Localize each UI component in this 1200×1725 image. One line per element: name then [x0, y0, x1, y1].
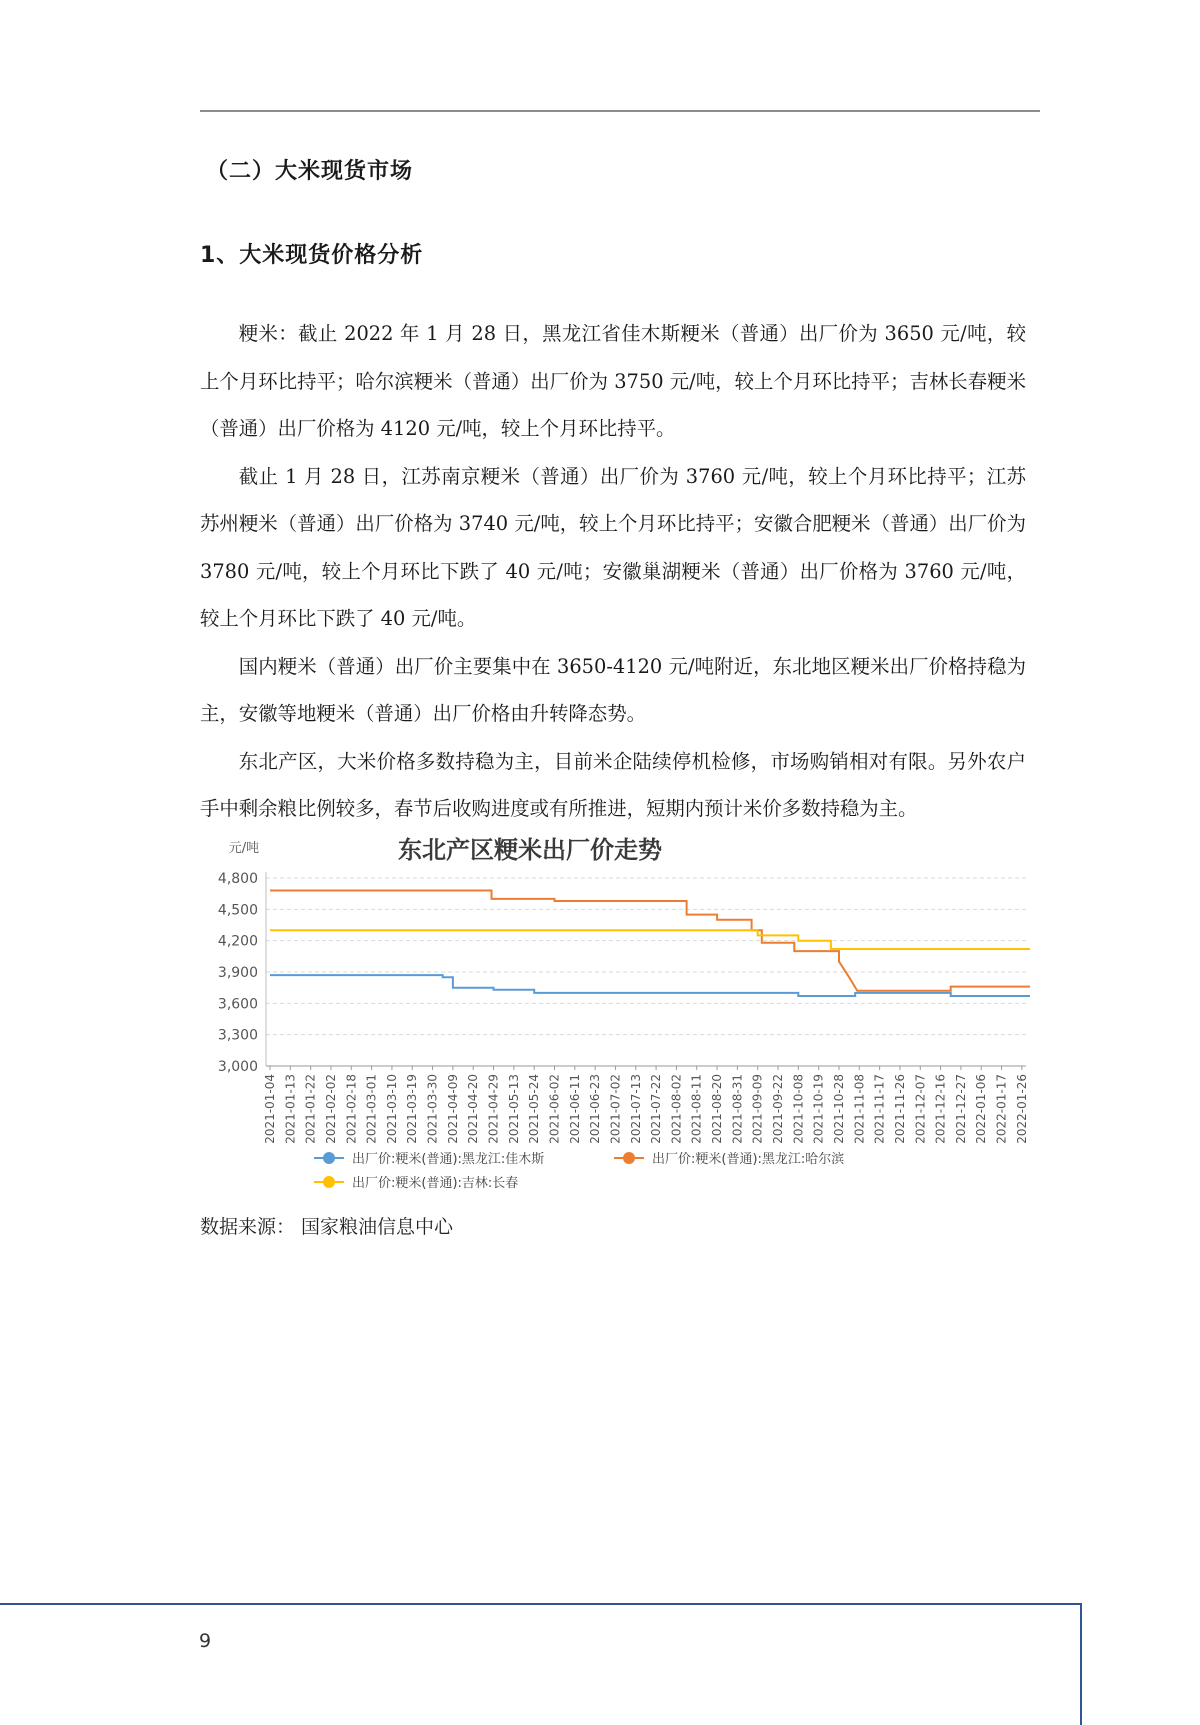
y-tick-label: 4,800	[217, 871, 258, 887]
x-tick-label: 2022-01-26	[1014, 1074, 1029, 1144]
x-tick-label: 2022-01-06	[974, 1074, 989, 1144]
x-tick-label: 2021-10-08	[791, 1074, 806, 1144]
x-tick-label: 2021-06-11	[567, 1074, 582, 1144]
legend-label: 出厂价:粳米(普通):吉林:长春	[352, 1176, 519, 1191]
x-tick-label: 2021-09-22	[771, 1074, 786, 1144]
y-tick-label: 4,500	[217, 902, 258, 919]
x-tick-label: 2021-10-28	[831, 1074, 846, 1144]
paragraph: 截止 1 月 28 日，江苏南京粳米（普通）出厂价为 3760 元/吨，较上个月环比持平；江苏苏州粳米（普通）出厂价格为 3740 元/吨，较上个月环比持平；安徽合肥粳米（普通）出厂价为 3780 元/吨，较上个月环比下跌了 40 元/吨；安徽巢湖粳米（普通）出厂价格为 3760 元/吨，较上个月环比下跌了 40 元/吨。	[200, 464, 1026, 630]
y-axis-label: 元/吨	[228, 841, 260, 856]
legend-marker	[623, 1152, 635, 1164]
data-source: 数据来源： 国家粮油信息中心	[200, 1216, 454, 1238]
x-tick-label: 2021-09-09	[750, 1074, 765, 1144]
x-tick-label: 2021-07-02	[608, 1074, 623, 1144]
x-tick-label: 2021-11-26	[892, 1074, 907, 1144]
x-tick-label: 2021-05-13	[506, 1074, 521, 1144]
legend-label: 出厂价:粳米(普通):黑龙江:佳木斯	[352, 1152, 545, 1167]
legend-marker	[323, 1176, 335, 1188]
x-tick-label: 2021-07-22	[649, 1074, 664, 1144]
x-tick-label: 2022-01-17	[994, 1074, 1009, 1144]
header-divider	[200, 110, 1040, 112]
x-tick-label: 2021-12-16	[933, 1074, 948, 1144]
x-tick-label: 2021-03-10	[384, 1074, 399, 1144]
x-tick-label: 2021-12-27	[953, 1074, 968, 1144]
x-tick-label: 2021-04-29	[486, 1074, 501, 1144]
paragraph: 东北产区，大米价格多数持稳为主，目前米企陆续停机检修，市场购销相对有限。另外农户手中剩余粮比例较多，春节后收购进度或有所推进，短期内预计米价多数持稳为主。	[200, 749, 1026, 820]
x-tick-label: 2021-01-04	[263, 1074, 277, 1144]
x-tick-label: 2021-01-22	[303, 1074, 318, 1144]
legend-label: 出厂价:粳米(普通):黑龙江:哈尔滨	[652, 1152, 845, 1167]
paragraph: 粳米：截止 2022 年 1 月 28 日，黑龙江省佳木斯粳米（普通）出厂价为 3650 元/吨，较上个月环比持平；哈尔滨粳米（普通）出厂价为 3750 元/吨，较上个月环比持平；吉林长春粳米（普通）出厂价格为 4120 元/吨，较上个月环比持平。	[200, 322, 1026, 440]
x-tick-label: 2021-07-13	[628, 1074, 643, 1144]
x-tick-label: 2021-08-20	[710, 1074, 725, 1144]
footer-frame	[0, 1603, 1082, 1725]
series-line	[270, 975, 1030, 996]
series-line	[270, 930, 1030, 949]
x-tick-label: 2021-02-02	[323, 1074, 338, 1144]
x-tick-label: 2021-03-30	[425, 1074, 440, 1144]
x-tick-label: 2021-12-07	[913, 1074, 928, 1144]
x-tick-label: 2021-08-11	[689, 1074, 704, 1144]
legend-marker	[323, 1152, 335, 1164]
x-tick-label: 2021-10-19	[811, 1074, 826, 1144]
y-tick-label: 4,200	[217, 933, 258, 950]
x-tick-label: 2021-03-19	[405, 1074, 420, 1144]
x-tick-label: 2021-02-18	[344, 1074, 359, 1144]
x-tick-label: 2021-04-09	[445, 1074, 460, 1144]
x-tick-label: 2021-08-02	[669, 1074, 684, 1144]
section-heading: （二）大米现货市场	[206, 159, 414, 184]
y-tick-label: 3,000	[217, 1059, 258, 1075]
y-tick-label: 3,300	[217, 1027, 258, 1044]
sub-heading: 1、大米现货价格分析	[200, 243, 424, 268]
paragraph: 国内粳米（普通）出厂价主要集中在 3650-4120 元/吨附近，东北地区粳米出厂价格持稳为主，安徽等地粳米（普通）出厂价格由升转降态势。	[200, 654, 1026, 725]
x-tick-label: 2021-01-13	[283, 1074, 298, 1144]
y-tick-label: 3,600	[217, 996, 258, 1013]
x-tick-label: 2021-06-23	[588, 1074, 603, 1144]
x-tick-label: 2021-03-01	[364, 1074, 379, 1144]
price-trend-chart	[190, 830, 1040, 1202]
x-tick-label: 2021-05-24	[527, 1074, 542, 1144]
body-text	[200, 310, 1026, 833]
x-tick-label: 2021-11-17	[872, 1074, 887, 1144]
y-tick-label: 3,900	[217, 965, 258, 981]
chart-title: 东北产区粳米出厂价走势	[398, 836, 662, 864]
x-tick-label: 2021-06-02	[547, 1074, 562, 1144]
page-number: 9	[199, 1630, 212, 1652]
x-tick-label: 2021-08-31	[730, 1074, 745, 1144]
x-tick-label: 2021-11-08	[852, 1074, 867, 1144]
x-tick-label: 2021-04-20	[466, 1074, 481, 1144]
